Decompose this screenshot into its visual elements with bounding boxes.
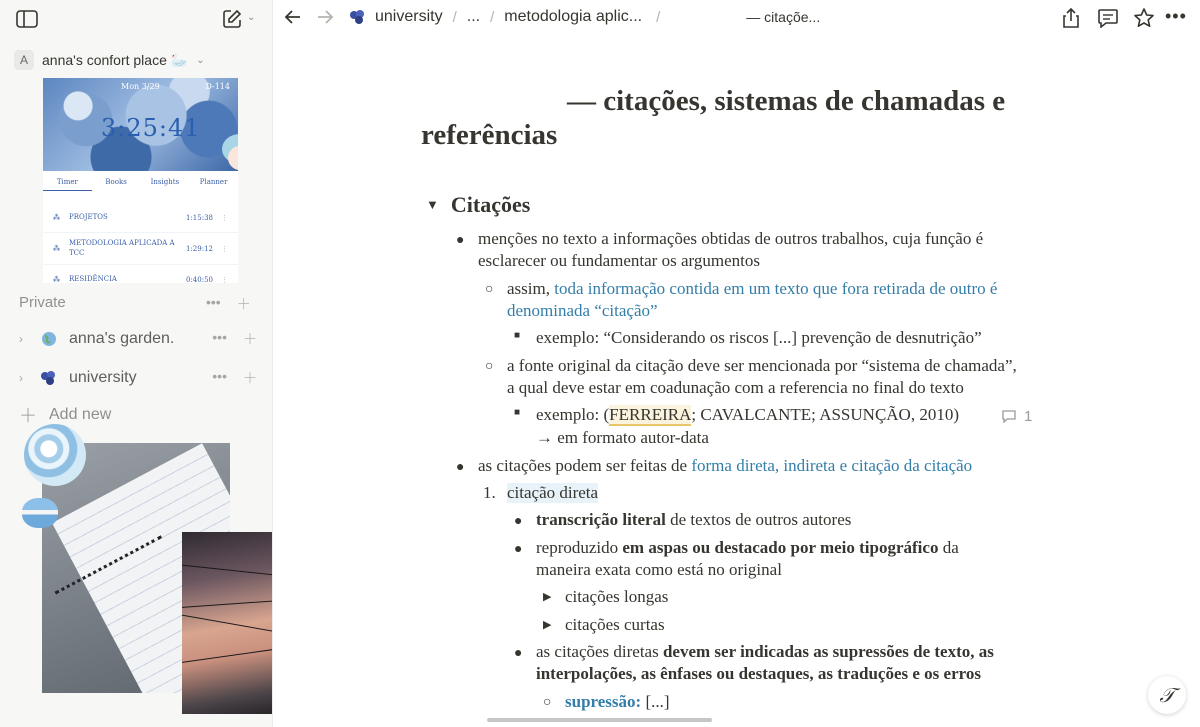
bold-text: transcrição literal bbox=[536, 510, 666, 529]
sidebar-top bbox=[14, 8, 258, 30]
widget-timer-name: RESIDÊNCIA bbox=[69, 274, 117, 283]
text-prefix: exemplo: ( bbox=[536, 405, 610, 424]
add-new-button[interactable] bbox=[19, 402, 111, 428]
bullet-text[interactable] bbox=[536, 510, 851, 530]
text-rest: de textos de outros autores bbox=[665, 510, 852, 529]
forward-arrow-icon[interactable] bbox=[315, 7, 335, 32]
bullet-circle-icon: ○ bbox=[485, 280, 494, 296]
star-icon[interactable] bbox=[1133, 7, 1155, 34]
bullet-dot-icon: ● bbox=[514, 512, 523, 528]
bullet-square-icon: ■ bbox=[514, 330, 521, 341]
topbar bbox=[273, 0, 1200, 36]
widget-tabs bbox=[43, 178, 238, 191]
bullet-text[interactable] bbox=[507, 279, 997, 299]
sidebar-toggle-icon[interactable] bbox=[16, 10, 38, 33]
blueberries-icon bbox=[349, 9, 367, 25]
bold-text: devem ser indicadas as supressões de texto, as bbox=[662, 642, 994, 661]
swirl-candy-sticker bbox=[24, 424, 86, 486]
handwriting-tool-button[interactable] bbox=[1148, 676, 1186, 714]
bullet-square-icon: ■ bbox=[514, 407, 521, 418]
more-icon[interactable]: ⋮ bbox=[221, 244, 228, 253]
breadcrumb-separator: / bbox=[656, 8, 661, 26]
plus-icon[interactable]: ＋ bbox=[243, 331, 257, 347]
breadcrumb-separator: / bbox=[452, 8, 457, 26]
bold-text[interactable]: interpolações, as ênfases ou destaques, as traduções e os erros bbox=[536, 664, 981, 683]
numbered-item-text[interactable]: citação direta bbox=[507, 483, 599, 502]
bullet-dot-icon: ● bbox=[514, 644, 523, 660]
toggle-heading-text: Citações bbox=[450, 192, 531, 217]
blueberries-icon: ⁂ bbox=[53, 244, 60, 253]
chevron-down-icon[interactable]: ⌄ bbox=[247, 12, 256, 23]
bullet-text[interactable] bbox=[536, 642, 994, 662]
breadcrumb-ellipsis[interactable]: ... bbox=[466, 8, 481, 25]
more-icon[interactable]: ••• bbox=[1165, 6, 1187, 26]
pen-script-icon: 𝒯 bbox=[1159, 683, 1175, 707]
toggle-closed-icon[interactable]: ▶ bbox=[543, 619, 552, 631]
widget-timer-list bbox=[43, 203, 238, 283]
bullet-text[interactable] bbox=[478, 456, 972, 476]
bullet-circle-icon: ○ bbox=[543, 693, 552, 709]
commented-text[interactable]: FERREIRA bbox=[609, 405, 692, 424]
sidebar bbox=[0, 0, 273, 727]
bold-blue-text: supressão: bbox=[565, 692, 642, 711]
bullet-text[interactable] bbox=[536, 405, 959, 425]
widget-timer-row[interactable] bbox=[43, 265, 238, 283]
comment-count: 1 bbox=[1024, 408, 1033, 425]
text-prefix: reproduzido bbox=[536, 538, 623, 557]
bold-text: em aspas ou destacado por meio tipográfico bbox=[622, 538, 939, 557]
widget-timer-value: 0:40:50 bbox=[186, 275, 213, 283]
sidebar-item-annas-garden[interactable] bbox=[19, 325, 259, 353]
more-icon[interactable]: ⋮ bbox=[221, 213, 228, 222]
sidebar-item-label: university bbox=[69, 369, 137, 386]
workspace-switcher[interactable] bbox=[14, 48, 264, 72]
text-rest: ; CAVALCANTE; ASSUNÇÃO, 2010) bbox=[691, 405, 959, 424]
chevron-down-icon: ⌄ bbox=[196, 54, 205, 66]
chevron-right-icon[interactable]: › bbox=[19, 371, 23, 385]
blueberries-icon bbox=[39, 368, 59, 388]
toggle-item-text[interactable]: citações curtas bbox=[565, 615, 665, 634]
widget-timer-name: METODOLOGIA APLICADA A TCC bbox=[69, 239, 175, 257]
widget-tab-books[interactable]: Books bbox=[105, 178, 127, 186]
section-actions bbox=[206, 294, 251, 314]
bullet-text[interactable]: esclarecer ou fundamentar os argumentos bbox=[478, 251, 760, 270]
blueberries-icon: ⁂ bbox=[53, 213, 60, 222]
widget-timer-value: 1:15:38 bbox=[186, 213, 213, 222]
more-icon[interactable]: ••• bbox=[212, 368, 227, 384]
widget-time: 3:25:41 bbox=[101, 114, 201, 142]
widget-flower-photo bbox=[43, 78, 238, 171]
share-icon[interactable] bbox=[1061, 7, 1081, 34]
more-icon[interactable]: ••• bbox=[212, 329, 227, 345]
bullet-text[interactable]: → em formato autor-data bbox=[536, 428, 709, 447]
comment-indicator[interactable] bbox=[1002, 408, 1032, 425]
new-page-icon[interactable] bbox=[222, 9, 242, 34]
bullet-text[interactable]: maneira exata como está no original bbox=[536, 560, 782, 579]
plus-icon[interactable]: ＋ bbox=[236, 296, 251, 312]
timer-widget[interactable] bbox=[43, 78, 238, 283]
breadcrumb-university[interactable]: university bbox=[375, 8, 443, 25]
list-number: 1. bbox=[483, 483, 496, 502]
comments-icon[interactable] bbox=[1097, 8, 1119, 33]
globe-icon bbox=[39, 329, 59, 349]
add-new-label: Add new bbox=[49, 406, 112, 423]
sidebar-item-university[interactable] bbox=[19, 364, 259, 392]
sidebar-item-label: anna's garden. bbox=[69, 330, 175, 347]
breadcrumb-current-page[interactable]: — citaçõe... bbox=[746, 9, 821, 25]
bullet-text[interactable]: exemplo: “Considerando os riscos [...] prevenção de desnutrição” bbox=[536, 328, 982, 347]
page-title-line1: — citações, sistemas de chamadas e bbox=[567, 85, 1006, 117]
chevron-right-icon[interactable]: › bbox=[19, 332, 23, 346]
comment-icon bbox=[1002, 410, 1016, 423]
more-icon[interactable]: ⋮ bbox=[221, 275, 228, 283]
bullet-dot-icon: ● bbox=[456, 231, 465, 247]
widget-timer-name: PROJETOS bbox=[69, 212, 108, 221]
widget-day-count: D-114 bbox=[205, 82, 230, 91]
bullet-text[interactable]: menções no texto a informações obtidas de outros trabalhos, cuja função é bbox=[478, 229, 984, 248]
plus-icon: ＋ bbox=[19, 406, 37, 426]
widget-timer-row[interactable] bbox=[43, 233, 238, 265]
widget-timer-value: 1:29:12 bbox=[186, 244, 213, 253]
highlighted-blue-text: toda informação contida em um texto que fora retirada de outro é bbox=[554, 279, 998, 298]
toggle-heading-citacoes[interactable] bbox=[426, 192, 530, 218]
bullet-dot-icon: ● bbox=[456, 458, 465, 474]
document bbox=[421, 84, 1041, 152]
bullet-text[interactable]: a fonte original da citação deve ser mencionada por “sistema de chamada”, bbox=[507, 356, 1017, 375]
text-rest: da bbox=[938, 538, 959, 557]
bullet-text[interactable]: a qual deve estar em coadunação com a referencia no final do texto bbox=[507, 378, 964, 397]
blueberries-icon: ⁂ bbox=[53, 275, 60, 283]
doll-sticker bbox=[222, 134, 238, 174]
widget-tab-timer[interactable]: Timer bbox=[43, 178, 92, 191]
breadcrumb-separator: / bbox=[490, 8, 495, 26]
page-title[interactable] bbox=[421, 84, 1041, 152]
text-prefix: as citações podem ser feitas de bbox=[478, 456, 692, 475]
toggle-closed-icon[interactable]: ▶ bbox=[543, 591, 552, 603]
workspace-name: anna's confort place 🦢 bbox=[42, 51, 189, 68]
plus-icon[interactable]: ＋ bbox=[243, 370, 257, 386]
breadcrumb-metodologia[interactable]: metodologia aplic... bbox=[504, 8, 643, 25]
macaron-sticker bbox=[22, 498, 58, 528]
highlighted-blue-text[interactable]: denominada “citação” bbox=[507, 301, 658, 320]
bullet-circle-icon: ○ bbox=[485, 357, 494, 373]
breadcrumb bbox=[349, 8, 820, 26]
workspace-avatar: A bbox=[14, 50, 34, 70]
horizontal-scrollbar[interactable] bbox=[487, 718, 712, 722]
widget-timer-row[interactable] bbox=[43, 203, 238, 233]
toggle-item-text[interactable]: citações longas bbox=[565, 587, 669, 606]
back-arrow-icon[interactable] bbox=[283, 7, 303, 32]
page-title-line2: referências bbox=[421, 119, 558, 152]
bullet-text[interactable] bbox=[565, 692, 670, 712]
widget-tab-insights[interactable]: Insights bbox=[150, 178, 180, 186]
section-label-private[interactable]: Private bbox=[19, 294, 66, 311]
sunset-sky-photo bbox=[182, 532, 273, 714]
more-icon[interactable]: ••• bbox=[206, 294, 221, 310]
bullet-text[interactable] bbox=[536, 538, 959, 558]
widget-tab-planner[interactable]: Planner bbox=[199, 178, 228, 186]
widget-date: Mon 3/29 bbox=[121, 82, 160, 91]
text-rest: [...] bbox=[641, 692, 670, 711]
highlighted-blue-text: forma direta, indireta e citação da citação bbox=[691, 456, 973, 475]
bullet-dot-icon: ● bbox=[514, 540, 523, 556]
text-prefix: assim, bbox=[507, 279, 555, 298]
text-prefix: as citações diretas bbox=[536, 642, 663, 661]
toggle-open-icon[interactable]: ▼ bbox=[426, 197, 439, 212]
